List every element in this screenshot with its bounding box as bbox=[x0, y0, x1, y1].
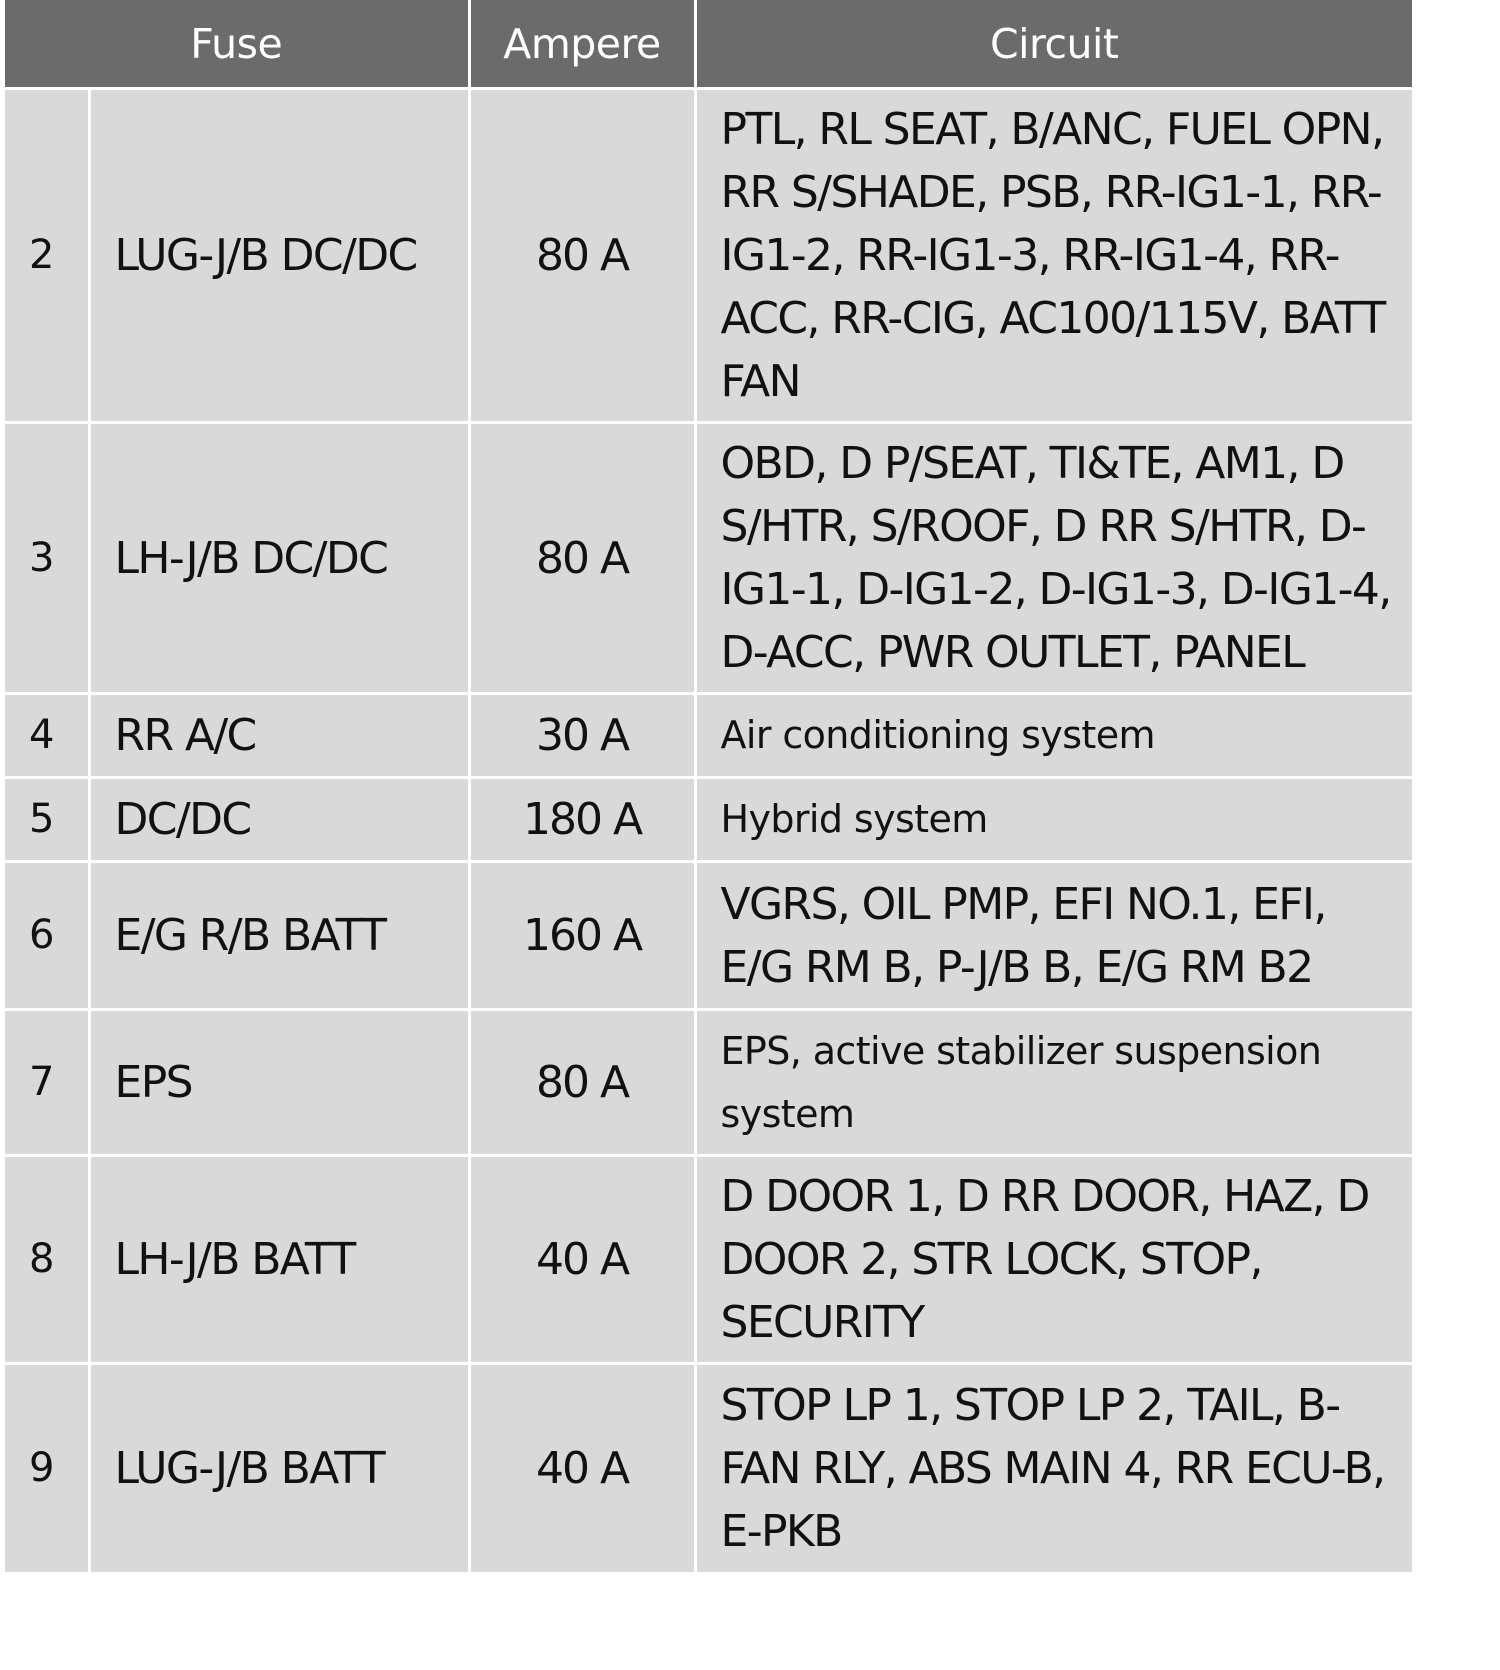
fuse-ampere: 30 A bbox=[469, 694, 695, 778]
fuse-number: 5 bbox=[5, 778, 89, 862]
fuse-circuit: D DOOR 1, D RR DOOR, HAZ, D DOOR 2, STR LOCK, STOP, SECURITY bbox=[695, 1156, 1412, 1364]
fuse-number: 2 bbox=[5, 89, 89, 423]
fuse-ampere: 160 A bbox=[469, 862, 695, 1010]
fuse-ampere: 80 A bbox=[469, 423, 695, 694]
fuse-circuit: STOP LP 1, STOP LP 2, TAIL, B-FAN RLY, ABS MAIN 4, RR ECU-B, E-PKB bbox=[695, 1364, 1412, 1574]
fuse-number: 8 bbox=[5, 1156, 89, 1364]
fuse-circuit: VGRS, OIL PMP, EFI NO.1, EFI, E/G RM B, P-J/B B, E/G RM B2 bbox=[695, 862, 1412, 1010]
table-row bbox=[5, 1156, 1412, 1364]
fuse-name: E/G R/B BATT bbox=[89, 862, 469, 1010]
fuse-name: LH-J/B DC/DC bbox=[89, 423, 469, 694]
fuse-number: 3 bbox=[5, 423, 89, 694]
table-row bbox=[5, 1010, 1412, 1156]
table-row bbox=[5, 423, 1412, 694]
fuse-ampere: 180 A bbox=[469, 778, 695, 862]
fuse-name: EPS bbox=[89, 1010, 469, 1156]
fuse-name: DC/DC bbox=[89, 778, 469, 862]
fuse-number: 6 bbox=[5, 862, 89, 1010]
fuse-ampere: 40 A bbox=[469, 1156, 695, 1364]
fuse-circuit: PTL, RL SEAT, B/ANC, FUEL OPN, RR S/SHADE, PSB, RR-IG1-1, RR-IG1-2, RR-IG1-3, RR-IG1-4, RR-ACC, RR-CIG, AC100/115V, BATT FAN bbox=[695, 89, 1412, 423]
fuse-ampere: 80 A bbox=[469, 1010, 695, 1156]
fuse-name: LH-J/B BATT bbox=[89, 1156, 469, 1364]
fuse-circuit: OBD, D P/SEAT, TI&TE, AM1, D S/HTR, S/ROOF, D RR S/HTR, D-IG1-1, D-IG1-2, D-IG1-3, D-IG1-4, D-ACC, PWR OUTLET, PANEL bbox=[695, 423, 1412, 694]
table-row bbox=[5, 1364, 1412, 1574]
fuse-circuit: EPS, active stabilizer suspension system bbox=[695, 1010, 1412, 1156]
fuse-ampere: 40 A bbox=[469, 1364, 695, 1574]
fuse-number: 7 bbox=[5, 1010, 89, 1156]
header-ampere: Ampere bbox=[469, 0, 695, 89]
fuse-number: 9 bbox=[5, 1364, 89, 1574]
table-body bbox=[5, 89, 1412, 1574]
header-row bbox=[5, 0, 1412, 89]
header-fuse: Fuse bbox=[5, 0, 469, 89]
table-row bbox=[5, 89, 1412, 423]
table-row bbox=[5, 778, 1412, 862]
fuse-circuit: Air conditioning system bbox=[695, 694, 1412, 778]
fuse-name: LUG-J/B BATT bbox=[89, 1364, 469, 1574]
fuse-circuit: Hybrid system bbox=[695, 778, 1412, 862]
table-row bbox=[5, 862, 1412, 1010]
fuse-ampere: 80 A bbox=[469, 89, 695, 423]
fuse-name: RR A/C bbox=[89, 694, 469, 778]
table-row bbox=[5, 694, 1412, 778]
fuse-number: 4 bbox=[5, 694, 89, 778]
table-header bbox=[5, 0, 1412, 89]
fuse-name: LUG-J/B DC/DC bbox=[89, 89, 469, 423]
fuse-table bbox=[5, 0, 1412, 1575]
header-circuit: Circuit bbox=[695, 0, 1412, 89]
